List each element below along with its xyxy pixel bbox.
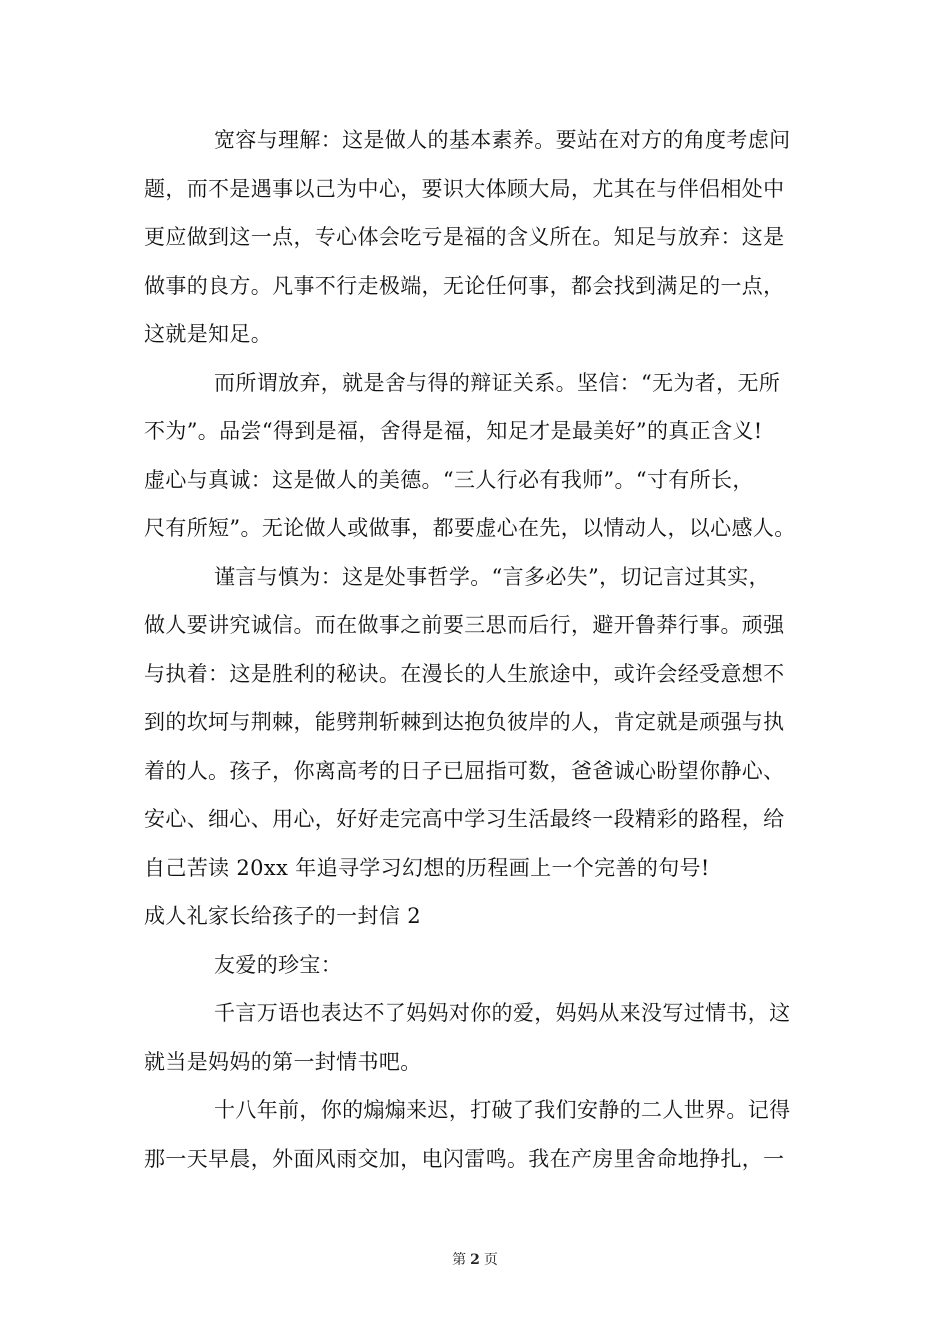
text-line: 而所谓放弃，就是舍与得的辩证关系。坚信：“无为者，无所: [214, 370, 781, 395]
text-line: 谨言与慎为：这是处事哲学。“言多必失”，切记言过其实，: [214, 564, 770, 589]
text-line: 着的人。孩子，你离高考的日子已屈指可数，爸爸诚心盼望你静心、: [144, 758, 785, 783]
text-line: 成人礼家长给孩子的一封信 2: [144, 904, 421, 928]
text-line: 安心、细心、用心，好好走完高中学习生活最终一段精彩的路程，给: [144, 807, 785, 831]
text-line: 虚心与真诚：这是做人的美德。“三人行必有我师”。“寸有所长，: [144, 467, 754, 492]
text-line: 这就是知足。: [144, 322, 273, 346]
text-line: 更应做到这一点，专心体会吃亏是福的含义所在。知足与放弃：这是: [144, 225, 785, 249]
section-heading: [144, 892, 806, 941]
paragraph: [144, 116, 806, 359]
document-body: [144, 116, 806, 1183]
paragraph: [144, 553, 806, 893]
footer-prefix: 第: [452, 1252, 467, 1268]
text-line: 友爱的珍宝：: [214, 952, 343, 977]
text-line: 做事的良方。凡事不行走极端，无论任何事，都会找到满足的一点，: [144, 273, 785, 298]
paragraph: [144, 359, 806, 553]
text-line: 就当是妈妈的第一封情书吧。: [144, 1049, 422, 1074]
text-line: 与执着：这是胜利的秘诀。在漫长的人生旅途中，或许会经受意想不: [144, 661, 785, 686]
text-line: 做人要讲究诚信。而在做事之前要三思而后行，避开鲁莽行事。顽强: [144, 613, 785, 637]
text-line: 题，而不是遇事以己为中心，要识大体顾大局，尤其在与伴侣相处中: [144, 176, 785, 201]
text-line: 到的坎坷与荆棘，能劈荆斩棘到达抱负彼岸的人，肯定就是顽强与执: [144, 710, 785, 734]
paragraph: [144, 941, 806, 990]
text-line: 尺有所短”。无论做人或做事，都要虚心在先，以情动人，以心感人。: [144, 516, 796, 540]
text-line: 自己苦读 20xx 年追寻学习幻想的历程画上一个完善的句号!: [144, 855, 710, 880]
text-line: 千言万语也表达不了妈妈对你的爱，妈妈从来没写过情书，这: [214, 1001, 791, 1025]
text-line: 十八年前，你的煽煽来迟，打破了我们安静的二人世界。记得: [214, 1098, 791, 1122]
footer-suffix: 页: [483, 1252, 498, 1268]
paragraph: [144, 1086, 806, 1183]
text-line: 那一天早晨，外面风雨交加，电闪雷鸣。我在产房里舍命地挣扎，一: [144, 1146, 785, 1171]
footer-page-number: 2: [470, 1252, 480, 1268]
text-line: 宽容与理解：这是做人的基本素养。要站在对方的角度考虑问: [214, 128, 791, 152]
paragraph: [144, 989, 806, 1086]
page-footer: [0, 1250, 950, 1270]
text-line: 不为”。品尝“得到是福，舍得是福，知足才是最美好”的真正含义!: [144, 419, 763, 443]
